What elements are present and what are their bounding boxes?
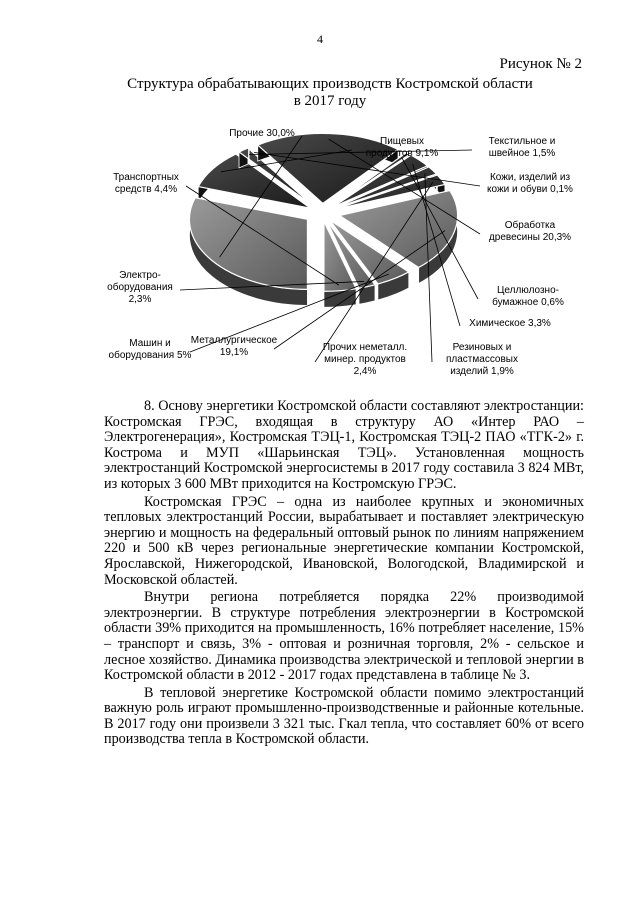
slice-label: Обработка древесины 20,3%	[488, 220, 572, 243]
pie-slice-side	[249, 148, 250, 164]
slice-label: Текстильное и швейное 1,5%	[488, 136, 556, 159]
pie-slice	[189, 198, 307, 290]
figure-title-line2: в 2017 году	[293, 93, 367, 109]
slice-label: Пищевых продуктов 9,1%	[365, 136, 439, 159]
slice-label: Целлюлозно-бумажное 0,6%	[492, 285, 564, 308]
slice-label: Резиновых и пластмассовых изделий 1,9%	[445, 342, 519, 377]
page-number: 4	[317, 32, 323, 46]
slice-label: Машин и оборудования 5%	[108, 338, 192, 361]
paragraph: Костромская ГРЭС – одна из наиболее крупных и экономичных тепловых электростанций России, вырабатывает и поставляет электрическую энергию и мощность на федеральный оптовый рынок по линиям напряжением 220 и 500 кВ через региональные энергетические компании Костромской, Ярославской, Нижегородской, Ивановской, Вологодской, Владимирской и Московской областей.	[104, 493, 584, 588]
figure-title	[100, 76, 560, 110]
paragraph: 8. Основу энергетики Костромской области составляют электростанции: Костромская ГРЭС, входящая в структуру АО «Интер РАО – Электрогенерация», Костромская ТЭЦ-1, Костромская ТЭЦ-2 ПАО «ТГК-2» г. Кострома и МУП «Шарьинская ТЭЦ». Установленная мощность электростанций Костромской энергосистемы в 2017 году составила 3 824 МВт, из которых 3 600 МВт приходится на Костромскую ГРЭС.	[104, 398, 584, 492]
slice-label: Прочих неметалл. минер. продуктов 2,4%	[322, 342, 408, 377]
slice-label: Химическое 3,3%	[469, 318, 551, 329]
slice-label: Электро-оборудования 2,3%	[107, 270, 173, 305]
paragraph: Внутри региона потребляется порядка 22% производимой электроэнергии. В структуре потребления электроэнергии в Костромской области 39% приходится на промышленность, 16% потребляет население, 15% – транспорт и связь, 3% - оптовая и розничная торговля, 2% - сельское и лесное хозяйство. Динамика производства электрической и тепловой энергии в Костромской области в 2012 - 2017 годах представлена в таблице № 3.	[104, 589, 584, 684]
pie-chart	[0, 118, 640, 388]
slice-label: Металлургическое 19,1%	[190, 335, 278, 358]
slice-label: Транспортных средств 4,4%	[113, 172, 179, 195]
paragraph: В тепловой энергетике Костромской области помимо электростанций важную роль играют промышленно-производственные и районные котельные. В 2017 году они произвели 3 321 тыс. Гкал тепла, что составляет 60% от всего производства тепла в Костромской области.	[104, 684, 584, 748]
figure-title-line1: Структура обрабатывающих производств Костромской области	[127, 76, 533, 92]
slice-label: Кожи, изделий из кожи и обуви 0,1%	[487, 172, 573, 195]
slice-label: Прочие 30,0%	[229, 128, 295, 139]
body-text	[104, 399, 584, 750]
figure-label: Рисунок № 2	[499, 56, 582, 72]
